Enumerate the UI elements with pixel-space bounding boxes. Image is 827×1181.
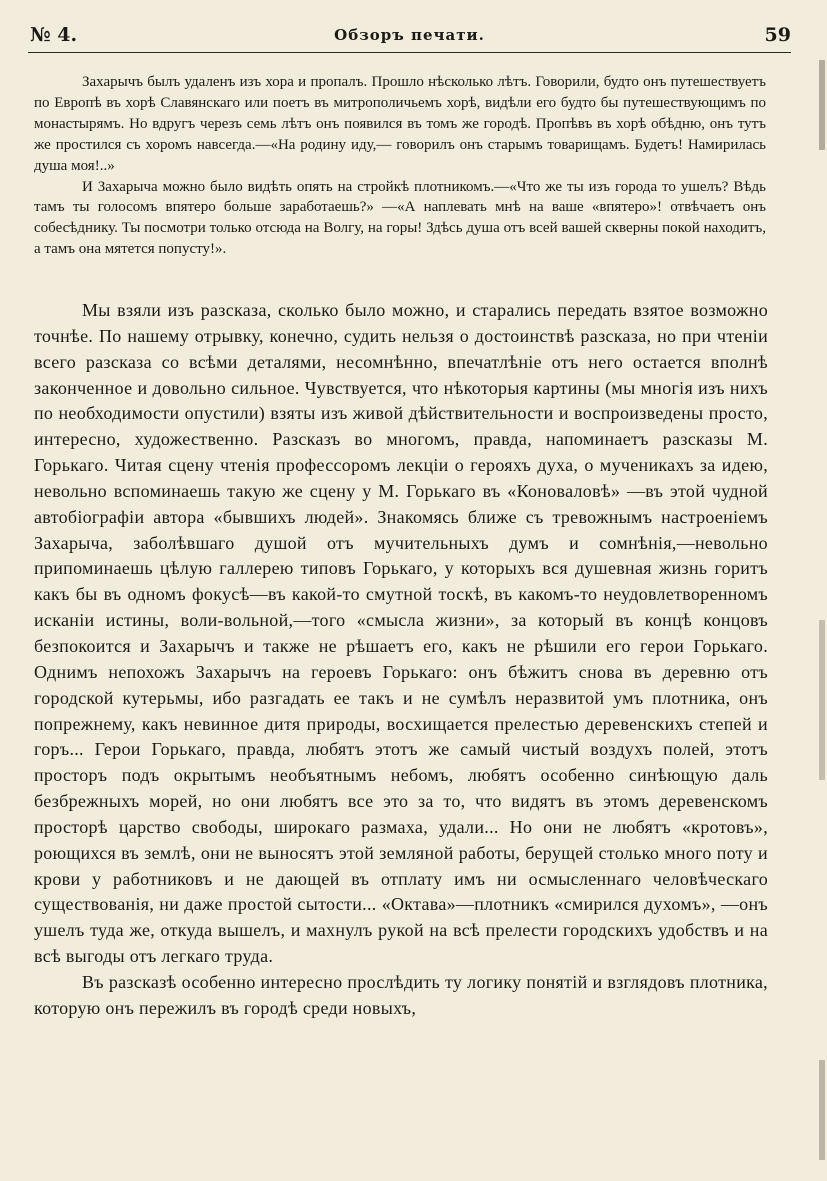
scan-edge-shadow bbox=[819, 1060, 825, 1160]
body-paragraph: Мы взяли изъ разсказа, сколько было можно, и старались передать взятое возможно точнѣе. По нашему отрывку, конечно, судить нельзя о достоинствѣ разсказа, но при чтеніи всего разсказа со всѣми деталями, несомнѣнно, впечатлѣніе отъ него остается вполнѣ законченное и довольно сильное. Чувствуется, что нѣкоторыя картины (мы многія изъ нихъ по необходимости опустили) взяты изъ живой дѣйствительности и воспроизведены просто, интересно, художественно. Разсказъ во многомъ, правда, напоминаетъ разсказы М. Горькаго. Читая сцену чтенія профессоромъ лекціи о герояхъ духа, о мученикахъ за идею, невольно вспоминаешь такую же сцену у М. Горькаго въ «Коноваловѣ» —въ этой чудной автобіографіи автора «бывшихъ людей». Знакомясь ближе съ тревожнымъ настроеніемъ Захарыча, заболѣвшаго душой отъ мучительныхъ думъ и сомнѣнія,—невольно припоминаешь цѣлую галлерею типовъ Горькаго, у которыхъ вся душевная жизнь горитъ какъ бы въ одномъ фокусѣ—въ какой-то смутной тоскѣ, въ какомъ-то неудовлетворенномъ исканіи истины, воли-вольной,—того «смысла жизни», за который въ концѣ концовъ безпокоится и Захарычъ и также не рѣшаетъ его, какъ не рѣшили его герои Горькаго. Однимъ непохожъ Захарычъ на героевъ Горькаго: онъ бѣжитъ снова въ деревню отъ городской кутерьмы, ибо разгадать ее такъ и не сумѣлъ неразвитой умъ плотника, онъ попрежнему, какъ невинное дитя природы, восхищается прелестью деревенскихъ степей и горъ... Герои Горькаго, правда, любятъ этотъ же самый чистый воздухъ полей, этотъ просторъ подъ окрытымъ необъятнымъ небомъ, любятъ особенно синѣющую даль безбрежныхъ морей, но они любятъ все это за то, что видятъ въ этомъ деревенскомъ просторѣ царство свободы, широкаго размаха, удали... Но они не любятъ «кротовъ», роющихся въ землѣ, они не выносятъ этой земляной работы, берущей столько много поту и крови у работниковъ и не дающей въ отплату имъ ни осмысленнаго человѣческаго существованія, ни даже простой сытости... «Октава»—плотникъ «смирился духомъ», —онъ ушелъ туда же, откуда вышелъ, и махнулъ рукой на всѣ прелести городскихъ удобствъ и на всѣ выгоды отъ легкаго труда. bbox=[34, 300, 768, 967]
scan-edge-shadow bbox=[819, 60, 825, 150]
quoted-excerpt bbox=[34, 72, 766, 260]
scan-edge-shadow bbox=[819, 620, 825, 780]
page-number: 59 bbox=[764, 24, 791, 46]
quote-paragraph: И Захарыча можно было видѣть опять на стройкѣ плотникомъ.—«Что же ты изъ города то ушелъ? Вѣдь тамъ ты голосомъ впятеро больше заработаешь?» —«А наплевать мнѣ на ваше «впятеро»! отвѣчаетъ онъ собесѣднику. Ты посмотри только отсюда на Волгу, на горы! Здѣсь душа отъ всей вашей скверны покой находитъ, а тамъ она мятется попусту!». bbox=[34, 178, 766, 258]
main-text bbox=[34, 298, 768, 1022]
running-header bbox=[28, 24, 791, 53]
quote-paragraph: Захарычъ былъ удаленъ изъ хора и пропалъ. Прошло нѣсколько лѣтъ. Говорили, будто онъ путешествуетъ по Европѣ въ хорѣ Славянскаго или поетъ въ митрополичьемъ хорѣ, видѣли его будто бы путешествующимъ по монастырямъ. Но вдругъ черезъ семь лѣтъ онъ появился въ томъ же городѣ. Пропѣвъ въ хорѣ обѣдню, онъ тутъ же простился съ хоромъ навсегда.—«На родину иду,— говорилъ онъ старымъ товарищамъ. Будетъ! Намирилась душа моя!..» bbox=[34, 74, 766, 174]
section-title: Обзоръ печати. bbox=[334, 26, 485, 44]
issue-number: № 4. bbox=[30, 24, 78, 46]
body-paragraph: Въ разсказѣ особенно интересно прослѣдить ту логику понятій и взглядовъ плотника, которую онъ пережилъ въ городѣ среди новыхъ, bbox=[34, 971, 768, 1018]
